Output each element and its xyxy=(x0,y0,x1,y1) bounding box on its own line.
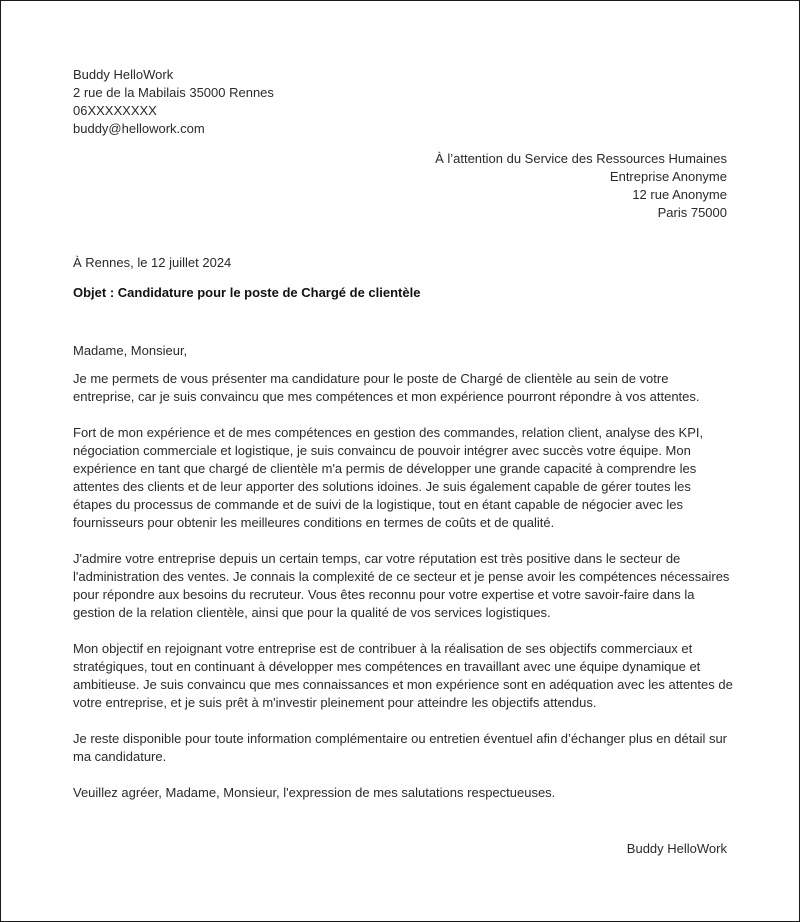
closing-paragraph: Veuillez agréer, Madame, Monsieur, l'expression de mes salutations respectueuses. xyxy=(73,785,556,800)
sender-name: Buddy HelloWork xyxy=(73,67,174,82)
recipient-attention: À l’attention du Service des Ressources Humaines xyxy=(435,151,727,166)
letter-date: À Rennes, le 12 juillet 2024 xyxy=(73,255,232,270)
sender-phone: 06XXXXXXXX xyxy=(73,103,157,118)
body-paragraph: Je me permets de vous présenter ma candidature pour le poste de Chargé de clientèle au sein de votre entreprise, car je suis convaincu que mes compétences et mon expérience pourront répondre à vos attentes. xyxy=(73,371,700,404)
recipient-city: Paris 75000 xyxy=(657,205,727,220)
body-paragraph: Mon objectif en rejoignant votre entreprise est de contribuer à la réalisation de ses objectifs commerciaux et stratégiques, tout en continuant à développer mes compétences en travaillant avec une équipe dynamique et ambitieuse. Je suis convaincu que mes connaissances et mon expérience sont en adéquation avec les attentes de votre entreprise, et je suis prêt à m'investir pleinement pour atteindre les objectifs attendus. xyxy=(73,641,733,710)
recipient-company: Entreprise Anonyme xyxy=(609,169,727,184)
letter-salutation: Madame, Monsieur, xyxy=(73,343,188,358)
letter-signature: Buddy HelloWork xyxy=(626,841,727,856)
body-paragraph: Je reste disponible pour toute information complémentaire ou entretien éventuel afin d’échanger plus en détail sur ma candidature. xyxy=(73,731,728,764)
recipient-block xyxy=(435,150,727,222)
sender-block xyxy=(73,66,274,138)
sender-email: buddy@hellowork.com xyxy=(73,121,205,136)
recipient-street: 12 rue Anonyme xyxy=(632,187,727,202)
body-paragraph: J'admire votre entreprise depuis un certain temps, car votre réputation est très positive dans le secteur de l'administration des ventes. Je connais la complexité de ce secteur et je pense avoir les compétences nécessaires pour répondre aux besoins du recruteur. Vous êtes reconnu pour votre expertise et votre savoir-faire dans la gestion de la relation clientèle, ainsi que pour la qualité de vos services logistiques. xyxy=(73,551,730,620)
letter-subject: Objet : Candidature pour le poste de Chargé de clientèle xyxy=(73,285,421,300)
letter-body xyxy=(73,342,733,820)
sender-address: 2 rue de la Mabilais 35000 Rennes xyxy=(73,85,274,100)
body-paragraph: Fort de mon expérience et de mes compétences en gestion des commandes, relation client, analyse des KPI, négociation commerciale et logistique, je suis convaincu de pouvoir intégrer avec succès votre équipe. Mon expérience en tant que chargé de clientèle m'a permis de développer une grande capacité à comprendre les attentes des clients et de leur apporter des solutions idoines. Je suis également capable de gérer toutes les étapes du processus de commande et de suivi de la logistique, tout en étant capable de négocier avec les fournisseurs pour obtenir les meilleures conditions en termes de coûts et de qualité. xyxy=(73,425,704,530)
